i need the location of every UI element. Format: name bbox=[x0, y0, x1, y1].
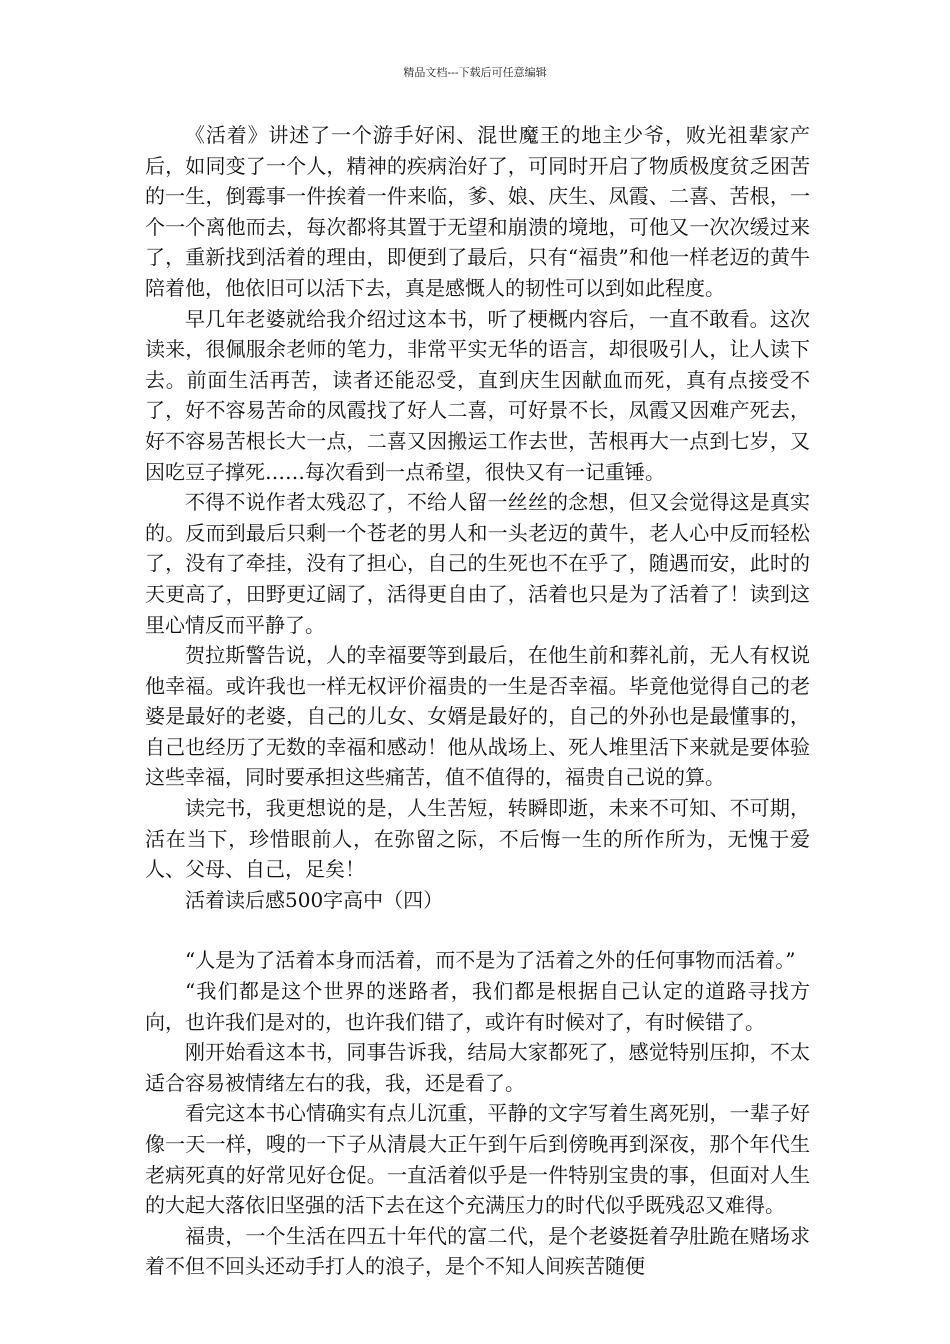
section-heading: 活着读后感500字高中（四） bbox=[185, 887, 444, 912]
paragraph: 福贵，一个生活在四五十年代的富二代，是个老婆挺着孕肚跪在赌场求着不但不回头还动手打人的浪子，是个不知人间疾苦随便 bbox=[145, 1223, 810, 1279]
quote-paragraph: “我们都是这个世界的迷路者，我们都是根据自己认定的道路寻找方向，也许我们是对的，也许我们错了，或许有时候对了，有时候错了。 bbox=[145, 979, 810, 1034]
paragraph: 不得不说作者太残忍了，不给人留一丝丝的念想，但又会觉得这是真实的。反而到最后只剩一个苍老的男人和一头老迈的黄牛，老人心中反而轻松了，没有了牵挂，没有了担心，自己的生死也不在乎了，随遇而安，此时的天更高了，田野更辽阔了，活得更自由了，活着也只是为了活着了！读到这里心情反而平静了。 bbox=[145, 490, 810, 637]
blank-line bbox=[145, 915, 810, 945]
paragraph: 贺拉斯警告说，人的幸福要等到最后，在他生前和葬礼前，无人有权说他幸福。或许我也一样无权评价福贵的一生是否幸福。毕竟他觉得自己的老婆是最好的老婆，自己的儿女、女婿是最好的，自己的外孙也是最懂事的，自己也经历了无数的幸福和感动！他从战场上、死人堆里活下来就是要体验这些幸福，同时要承担这些痛苦，值不值得的，福贵自己说的算。 bbox=[145, 643, 810, 790]
paragraph: 《活着》讲述了一个游手好闲、混世魔王的地主少爷，败光祖辈家产后，如同变了一个人，精神的疾病治好了，可同时开启了物质极度贫乏困苦的一生，倒霉事一件挨着一件来临，爹、娘、庆生、凤霞、二喜、苦根，一个一个离他而去，每次都将其置于无望和崩溃的境地，可他又一次次缓过来了，重新找到活着的理由，即便到了最后，只有“福贵”和他一样老迈的黄牛陪着他，他依旧可以活下去，真是感慨人的韧性可以到如此程度。 bbox=[145, 123, 810, 300]
document-body bbox=[145, 120, 810, 1282]
paragraph: 早几年老婆就给我介绍过这本书，听了梗概内容后，一直不敢看。这次读来，很佩服余老师的笔力，非常平实无华的语言，却很吸引人，让人读下去。前面生活再苦，读者还能忍受，直到庆生因献血而死，真有点接受不了，好不容易苦命的凤霞找了好人二喜，可好景不长，凤霞又因难产死去，好不容易苦根长大一点，二喜又因搬运工作去世，苦根再大一点到七岁，又因吃豆子撑死……每次看到一点希望，很快又有一记重锤。 bbox=[145, 306, 810, 484]
paragraph: 刚开始看这本书，同事告诉我，结局大家都死了，感觉特别压抑，不太适合容易被情绪左右的我，我，还是看了。 bbox=[145, 1040, 810, 1095]
quote-paragraph: “人是为了活着本身而活着，而不是为了活着之外的任何事物而活着。” bbox=[185, 948, 796, 973]
page-header: 精品文档---下载后可任意编辑 bbox=[403, 66, 547, 79]
paragraph: 看完这本书心情确实有点儿沉重，平静的文字写着生离死别，一辈子好像一天一样，嗖的一下子从清晨大正午到午后到傍晚再到深夜，那个年代生老病死真的好常见好仓促。一直活着似乎是一件特别宝贵的事，但面对人生的大起大落依旧坚强的活下去在这个充满压力的时代似乎既残忍又难得。 bbox=[145, 1101, 810, 1218]
paragraph: 读完书，我更想说的是，人生苦短，转瞬即逝，未来不可知、不可期，活在当下，珍惜眼前人，在弥留之际，不后悔一生的所作所为，无愧于爱人、父母、自己，足矣！ bbox=[145, 796, 810, 882]
